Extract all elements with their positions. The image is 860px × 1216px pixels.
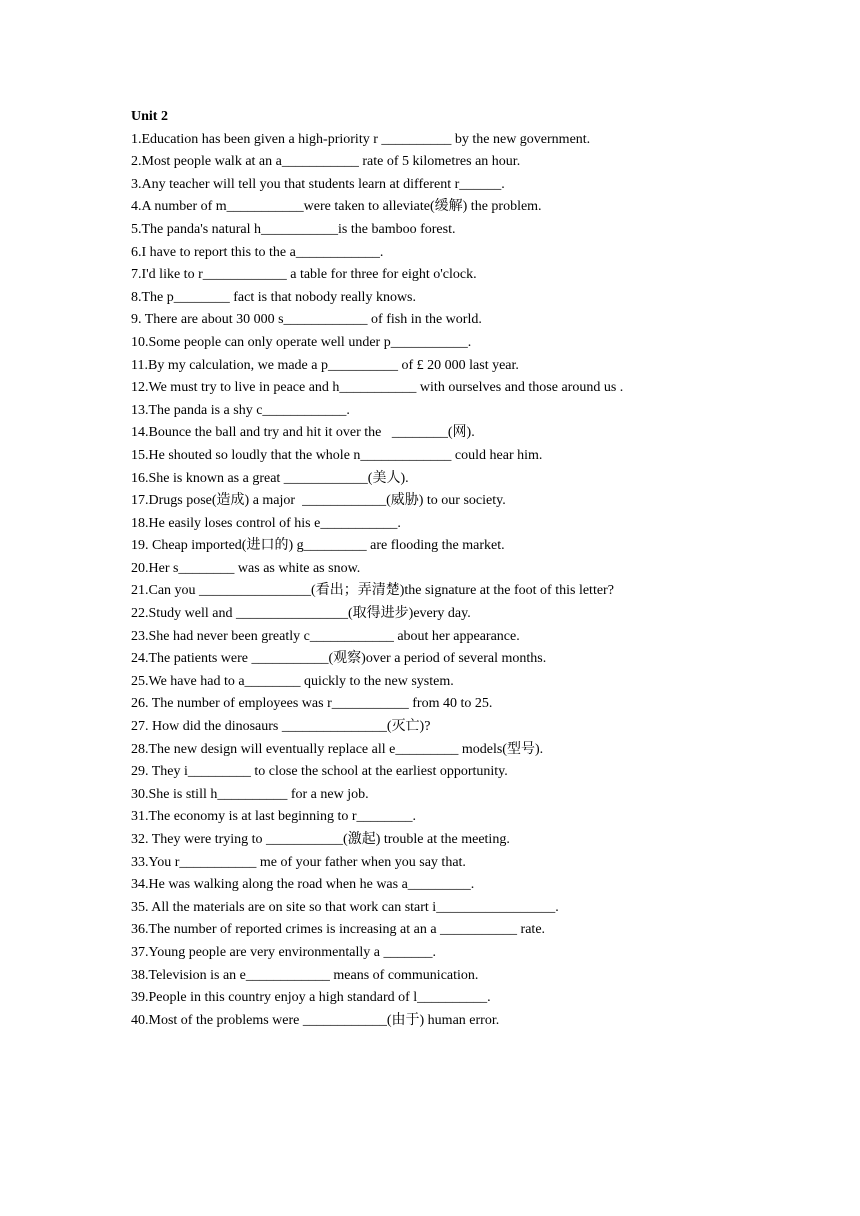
exercise-item-11: 11.By my calculation, we made a p__________ of £ 20 000 last year. <box>131 357 519 373</box>
exercise-item-35: 35. All the materials are on site so that work can start i_________________. <box>131 899 559 915</box>
exercise-item-10: 10.Some people can only operate well under p___________. <box>131 334 472 350</box>
exercise-item-36: 36.The number of reported crimes is increasing at an a ___________ rate. <box>131 922 546 938</box>
exercise-item-40: 40.Most of the problems were ____________(由于) human error. <box>131 1012 500 1028</box>
exercise-item-25: 25.We have had to a________ quickly to the new system. <box>131 673 454 689</box>
exercise-item-8: 8.The p________ fact is that nobody really knows. <box>131 289 417 305</box>
exercise-item-1: 1.Education has been given a high-priority r __________ by the new government. <box>131 131 591 147</box>
exercise-item-14: 14.Bounce the ball and try and hit it over the ________(网). <box>131 425 475 441</box>
exercise-item-28: 28.The new design will eventually replace all e_________ models(型号). <box>131 741 544 757</box>
exercise-item-12: 12.We must try to live in peace and h___________ with ourselves and those around us . <box>131 380 624 396</box>
exercise-item-17: 17.Drugs pose(造成) a major ____________(威胁) to our society. <box>131 493 506 509</box>
exercise-item-5: 5.The panda's natural h___________is the bamboo forest. <box>131 221 456 237</box>
exercise-item-27: 27. How did the dinosaurs _______________(灭亡)? <box>131 719 431 735</box>
exercise-item-38: 38.Television is an e____________ means of communication. <box>131 967 479 983</box>
exercise-item-3: 3.Any teacher will tell you that students learn at different r______. <box>131 176 505 192</box>
exercise-item-31: 31.The economy is at last beginning to r________. <box>131 809 417 825</box>
exercise-item-37: 37.Young people are very environmentally a _______. <box>131 944 436 960</box>
exercise-item-19: 19. Cheap imported(进口的) g_________ are flooding the market. <box>131 538 505 554</box>
worksheet-page <box>131 106 831 1032</box>
exercise-item-29: 29. They i_________ to close the school at the earliest opportunity. <box>131 764 508 780</box>
exercise-item-22: 22.Study well and ________________(取得进步)every day. <box>131 606 471 622</box>
exercise-item-39: 39.People in this country enjoy a high standard of l__________. <box>131 990 491 1006</box>
exercise-item-20: 20.Her s________ was as white as snow. <box>131 560 361 576</box>
exercise-item-30: 30.She is still h__________ for a new job. <box>131 786 369 802</box>
exercise-item-23: 23.She had never been greatly c____________ about her appearance. <box>131 628 520 644</box>
exercise-item-2: 2.Most people walk at an a___________ rate of 5 kilometres an hour. <box>131 154 521 170</box>
unit-title: Unit 2 <box>131 109 168 124</box>
exercise-item-4: 4.A number of m___________were taken to alleviate(缓解) the problem. <box>131 199 542 215</box>
exercise-item-9: 9. There are about 30 000 s____________ of fish in the world. <box>131 312 482 328</box>
exercise-item-21: 21.Can you ________________(看出；弄清楚)the signature at the foot of this letter? <box>131 583 614 599</box>
exercise-item-15: 15.He shouted so loudly that the whole n_____________ could hear him. <box>131 447 543 463</box>
exercise-item-6: 6.I have to report this to the a____________. <box>131 244 384 260</box>
exercise-list <box>131 129 831 1033</box>
exercise-item-16: 16.She is known as a great ____________(美人). <box>131 470 409 486</box>
exercise-item-32: 32. They were trying to ___________(激起) trouble at the meeting. <box>131 832 510 847</box>
exercise-item-24: 24.The patients were ___________(观察)over a period of several months. <box>131 651 547 667</box>
exercise-item-18: 18.He easily loses control of his e___________. <box>131 515 401 531</box>
exercise-item-7: 7.I'd like to r____________ a table for three for eight o'clock. <box>131 267 477 283</box>
exercise-item-33: 33.You r___________ me of your father when you say that. <box>131 854 466 870</box>
exercise-item-13: 13.The panda is a shy c____________. <box>131 402 350 418</box>
exercise-item-26: 26. The number of employees was r___________ from 40 to 25. <box>131 696 493 712</box>
exercise-item-34: 34.He was walking along the road when he was a_________. <box>131 877 475 893</box>
